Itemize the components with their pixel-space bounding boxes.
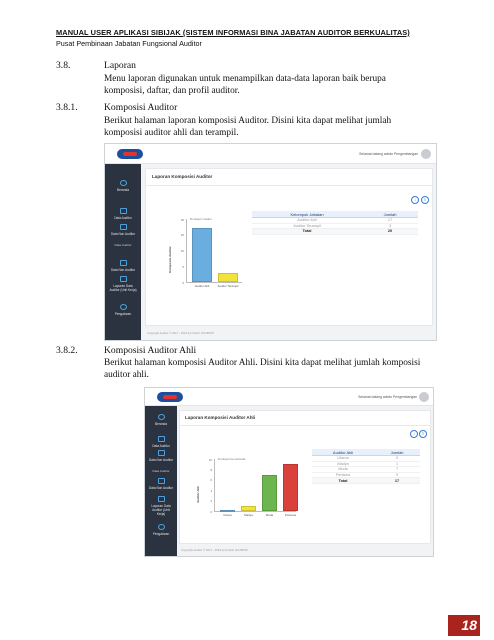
avatar[interactable] bbox=[419, 392, 429, 402]
nav-sub-label: Data Auditor bbox=[114, 243, 132, 247]
y-tick-label: 5 bbox=[182, 264, 184, 269]
app-topbar bbox=[105, 144, 436, 164]
export-button[interactable]: ↓ bbox=[410, 430, 418, 438]
page-title: Laporan Komposisi Auditor Ahli bbox=[185, 415, 256, 420]
table-header: Jumlah bbox=[374, 449, 420, 456]
app-footer: Copyright Auditor © 2017 - 2019 by Pusbin JFA BPKP bbox=[147, 331, 214, 335]
users-icon bbox=[158, 436, 165, 442]
y-tick-label: 4 bbox=[210, 488, 212, 493]
nav-label: Data Auditor bbox=[114, 216, 132, 220]
report-card bbox=[179, 410, 431, 544]
chart-bar bbox=[283, 464, 298, 511]
section-3-8-1-heading bbox=[56, 102, 456, 114]
table-cell: Total bbox=[312, 478, 374, 484]
home-icon bbox=[120, 180, 127, 186]
chart-bar bbox=[262, 475, 277, 511]
nav-label: Pengaturan bbox=[152, 532, 170, 536]
screenshot-komposisi-auditor-ahli bbox=[144, 387, 434, 557]
table-header: Kelompok Jabatan bbox=[252, 211, 362, 218]
section-3-8-2-text bbox=[104, 357, 474, 382]
y-tick-label: 2 bbox=[210, 499, 212, 504]
app-topbar bbox=[145, 388, 433, 406]
chart-bar bbox=[192, 228, 212, 282]
print-button[interactable]: ≡ bbox=[419, 430, 427, 438]
table-cell: Pertama bbox=[312, 472, 374, 478]
section-3-8-text bbox=[104, 73, 464, 98]
chart-komposisi-auditor-ahli bbox=[196, 455, 296, 519]
x-tick-label: Auditor Ahli bbox=[194, 284, 210, 288]
chart-bar bbox=[241, 506, 256, 511]
y-tick-label: 10 bbox=[208, 457, 212, 462]
document-header bbox=[56, 28, 446, 48]
x-tick-label: Auditor Terampil bbox=[217, 284, 239, 288]
table-komposisi-auditor-ahli bbox=[312, 449, 420, 484]
y-tick-label: 0 bbox=[210, 509, 212, 514]
list-icon bbox=[158, 478, 165, 484]
paragraph-line: Berikut halaman komposisi Auditor Ahli. Disini kita dapat melihat jumlah komposisi bbox=[104, 358, 421, 368]
y-axis-label: Komposisi Auditor bbox=[168, 245, 172, 273]
welcome-text: Selamat datang admin Pengembangan bbox=[359, 152, 418, 156]
nav-pengaturan[interactable] bbox=[145, 524, 177, 536]
screenshot-komposisi-auditor bbox=[104, 143, 437, 341]
nav-sub-label: Data Auditor bbox=[152, 469, 170, 473]
section-number: 3.8. bbox=[56, 60, 71, 71]
users-icon bbox=[120, 208, 127, 214]
divider bbox=[146, 185, 432, 186]
x-axis bbox=[186, 282, 242, 283]
table-cell: 20 bbox=[362, 229, 418, 235]
table-cell: 17 bbox=[362, 218, 418, 224]
nav-label: Data Auditor bbox=[152, 444, 170, 448]
table-cell: Auditor Terampil bbox=[252, 223, 362, 229]
print-button[interactable]: ≡ bbox=[421, 196, 429, 204]
table-total-row bbox=[252, 229, 418, 235]
table-cell: 1 bbox=[374, 461, 420, 467]
report-card bbox=[145, 168, 433, 326]
gear-icon bbox=[158, 524, 165, 530]
nav-beranda[interactable] bbox=[145, 414, 177, 426]
table-cell: 0 bbox=[374, 456, 420, 462]
y-tick-label: 6 bbox=[210, 478, 212, 483]
nav-pengaturan[interactable] bbox=[105, 304, 141, 316]
divider bbox=[180, 425, 430, 426]
nav-label: Data Non Auditor bbox=[110, 268, 136, 272]
list-icon bbox=[120, 260, 127, 266]
table-total-row bbox=[312, 478, 420, 484]
table-header: Jumlah bbox=[362, 211, 418, 218]
paragraph-line: komposisi, daftar, dan profil auditor. bbox=[104, 86, 240, 97]
nav-label: Laporan Data Auditor (Unit Kerja) bbox=[109, 284, 137, 292]
nav-label: Laporan Data Auditor (Unit Kerja) bbox=[151, 504, 171, 516]
report-icon bbox=[120, 276, 127, 282]
x-tick-label: Madya bbox=[244, 513, 253, 517]
section-number: 3.8.2. bbox=[56, 345, 78, 356]
x-tick-label: Pertama bbox=[285, 513, 296, 517]
x-tick-label: Utama bbox=[223, 513, 232, 517]
chart-bar bbox=[218, 273, 238, 282]
avatar[interactable] bbox=[421, 149, 431, 159]
y-tick-label: 0 bbox=[182, 280, 184, 285]
nav-data-auditor[interactable] bbox=[105, 208, 141, 220]
paragraph-line: Berikut halaman laporan komposisi Auditor. Disini kita dapat melihat jumlah bbox=[104, 116, 392, 126]
y-tick-label: 15 bbox=[180, 233, 184, 238]
nav-beranda[interactable] bbox=[105, 180, 141, 192]
nav-label: Beranda bbox=[116, 188, 130, 192]
app-sidebar bbox=[105, 164, 141, 340]
x-tick-label: Muda bbox=[265, 513, 274, 517]
table-komposisi-auditor bbox=[252, 211, 418, 235]
y-tick-label: 10 bbox=[180, 249, 184, 253]
document-title: MANUAL USER APLIKASI SIBIJAK (SISTEM INFORMASI BINA JABATAN AUDITOR BERKUALITAS) bbox=[56, 28, 410, 37]
users-icon bbox=[120, 224, 127, 230]
page-title: Laporan Komposisi Auditor bbox=[152, 174, 213, 179]
chart-legend: Di ekspor melalui bbox=[190, 217, 212, 221]
report-icon bbox=[158, 496, 165, 502]
nav-label: Beranda bbox=[154, 422, 168, 426]
nav-data-non-auditor[interactable] bbox=[105, 224, 141, 247]
nav-data-non-auditor-2[interactable] bbox=[105, 260, 141, 272]
table-cell: 9 bbox=[374, 472, 420, 478]
paragraph-line: Menu laporan digunakan untuk menampilkan data-data laporan baik berupa bbox=[104, 74, 386, 84]
table-cell: Auditor Ahli bbox=[252, 218, 362, 224]
nav-data-non-auditor[interactable] bbox=[145, 450, 177, 473]
table-cell: Utama bbox=[312, 456, 374, 462]
nav-label: Data Non Auditor bbox=[148, 486, 174, 490]
export-button[interactable]: ↓ bbox=[411, 196, 419, 204]
y-axis bbox=[214, 459, 215, 511]
app-footer: Copyright Auditor © 2017 - 2019 by Pusbin JFA BPKP bbox=[181, 548, 248, 552]
nav-label: Data Non Auditor bbox=[110, 232, 136, 236]
document-subtitle: Pusat Pembinaan Jabatan Fungsional Auditor bbox=[56, 39, 202, 48]
section-3-8-heading bbox=[56, 60, 456, 72]
nav-label: Data Non Auditor bbox=[148, 458, 174, 462]
y-axis bbox=[186, 219, 187, 282]
chart-komposisi-auditor bbox=[168, 215, 242, 290]
app-logo bbox=[117, 149, 143, 159]
table-cell: Muda bbox=[312, 467, 374, 473]
chart-bar bbox=[220, 510, 235, 512]
app-logo bbox=[157, 392, 183, 402]
y-tick-label: 8 bbox=[210, 467, 212, 472]
paragraph-line: komposisi auditor ahli dan terampil. bbox=[104, 128, 239, 139]
gear-icon bbox=[120, 304, 127, 310]
page-number-badge: 18 bbox=[448, 615, 480, 636]
y-tick-label: 20 bbox=[180, 217, 184, 222]
table-cell: 3 bbox=[362, 223, 418, 229]
section-title: Komposisi Auditor Ahli bbox=[104, 345, 197, 356]
home-icon bbox=[158, 414, 165, 420]
section-number: 3.8.1. bbox=[56, 102, 78, 113]
table-cell: Madya bbox=[312, 461, 374, 467]
app-sidebar bbox=[145, 406, 177, 556]
table-cell: 17 bbox=[374, 478, 420, 484]
section-3-8-1-text bbox=[104, 115, 464, 140]
nav-label: Pengaturan bbox=[114, 312, 132, 316]
section-title: Komposisi Auditor bbox=[104, 102, 178, 113]
users-icon bbox=[158, 450, 165, 456]
nav-data-non-auditor-2[interactable] bbox=[145, 478, 177, 490]
table-cell: 7 bbox=[374, 467, 420, 473]
table-cell: Total bbox=[252, 229, 362, 235]
nav-laporan[interactable] bbox=[105, 276, 141, 292]
table-header: Auditor Ahli bbox=[312, 449, 374, 456]
nav-data-auditor[interactable] bbox=[145, 436, 177, 448]
paragraph-line: auditor ahli. bbox=[104, 370, 149, 381]
welcome-text: Selamat datang admin Pengembangan bbox=[358, 395, 417, 399]
nav-laporan[interactable] bbox=[145, 496, 177, 516]
chart-legend: Di ekspor ke pertanda bbox=[218, 457, 246, 461]
section-title: Laporan bbox=[104, 60, 136, 71]
section-3-8-2-heading bbox=[56, 345, 456, 357]
y-axis-label: Auditor Ahli bbox=[196, 486, 200, 504]
